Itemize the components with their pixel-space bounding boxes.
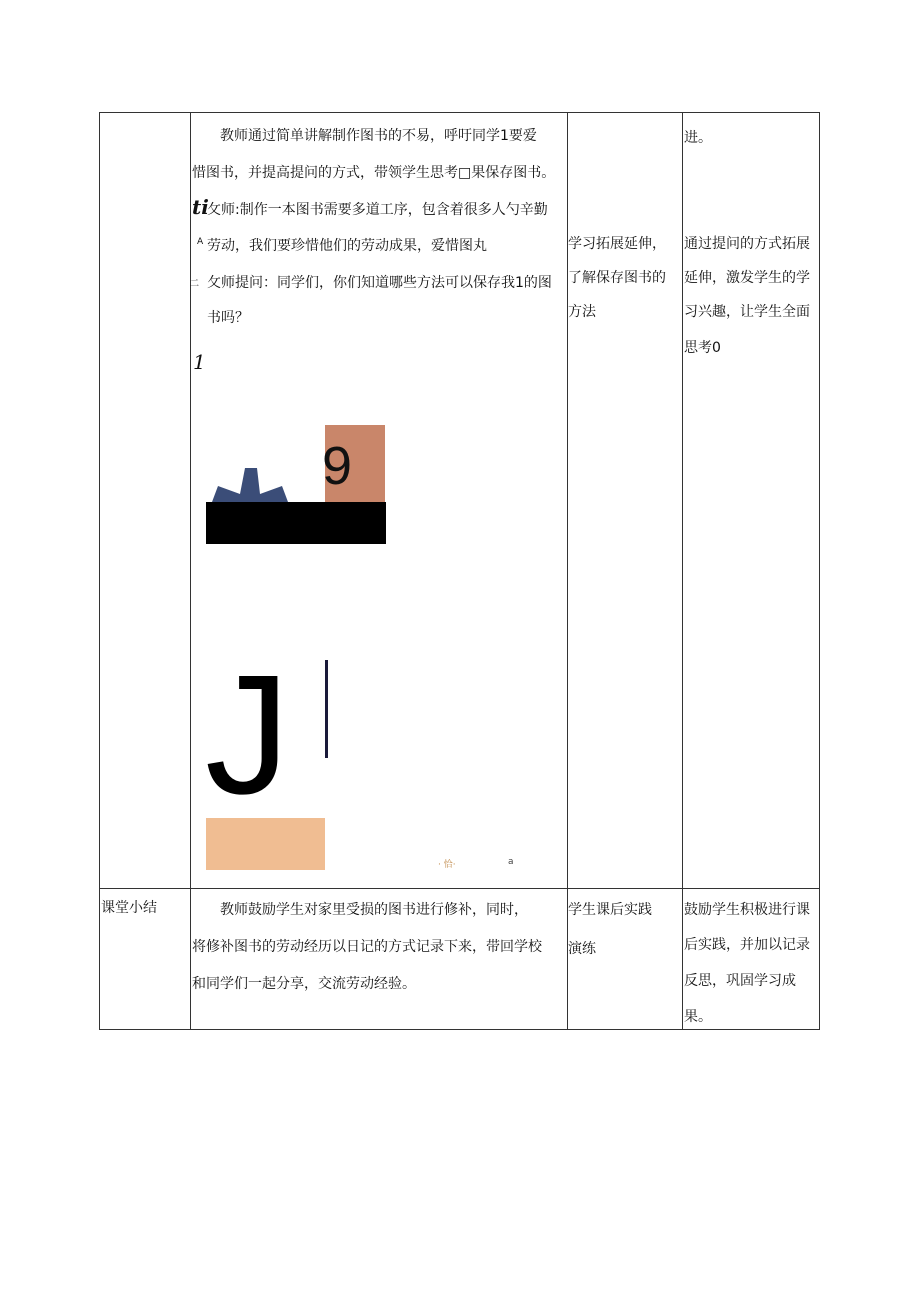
teacher-line: 劳动，我们要珍惜他们的劳动成果，爱惜图丸 [207,238,487,254]
intent-line: 鼓励学生积极进行课 [684,902,810,918]
student-line: 演练 [568,941,596,957]
student-line: 学习拓展延伸， [568,236,666,252]
picture-glyph: 9 [322,436,353,496]
intent-line: 思考0 [684,340,721,356]
student-line: 学生课后实践 [568,902,652,918]
intent-line: 延伸，激发学生的学 [684,270,810,286]
side-mark: ti [192,195,209,219]
student-line: 了解保存图书的 [568,270,666,286]
teacher-line: 教师鼓励学生对家里受损的图书进行修补，同时， [220,902,528,918]
intent-line: 反思，巩固学习成 [684,973,796,989]
intent-line: 进。 [684,130,712,146]
picture-top-svg [200,420,400,580]
teacher-line: 和同学们一起分享，交流劳动经验。 [192,976,416,992]
teacher-line: 惜图书，并提高提问的方式，带领学生思考□果保存图书。 [192,165,556,181]
side-mark: 1 [193,350,206,374]
teacher-line: 书吗？ [207,310,249,326]
picture-rule [325,660,328,758]
picture-caption: · 恰· [438,860,456,870]
row-divider [100,888,819,889]
picture-glyph: J [205,640,290,830]
intent-line: 后实践，并加以记录 [684,937,810,953]
intent-line: 习兴趣，让学生全面 [684,304,810,320]
intent-line: 通过提问的方式拓展 [684,236,810,252]
picture-caption: a [508,857,514,867]
side-mark: A [197,237,204,247]
teacher-line: 攵师提问：同学们，你们知道哪些方法可以保存我1的图 [207,275,552,291]
student-line: 方法 [568,304,596,320]
column-divider [190,113,191,1029]
teacher-line: 将修补图书的劳动经历以日记的方式记录下来，带回学校 [192,939,542,955]
teacher-line: 攵师:制作一本图书需要多道工序，包含着很多人勺辛勤 [207,202,548,218]
column-divider [682,113,683,1029]
row-label: 课堂小结 [101,900,157,916]
side-mark: 二 [190,279,200,289]
teacher-line: 教师通过简单讲解制作图书的不易，呼吁同学1要爱 [220,128,537,144]
asterisk-icon [212,468,288,502]
intent-line: 果。 [684,1009,712,1025]
picture-bar [206,502,386,544]
